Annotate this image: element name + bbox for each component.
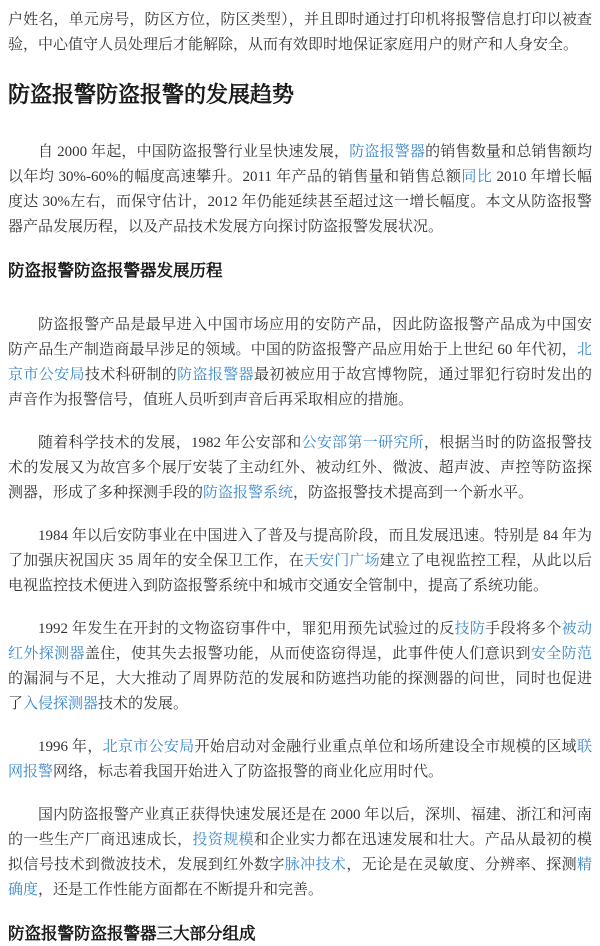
text-run: 防盗报警产品是最早进入中国市场应用的安防产品，因此防盗报警产品成为中国安防产品生产制造商最早涉足的领域。中国的防盗报警产品应用始于上世纪 60 年代初， [8,317,592,358]
text-run: 1984 年以后安防事业在中国进入了普及与提高阶段，而且发展迅速。特别是 84 年为了加强庆祝国庆 35 周年的安全保卫工作，在 [8,528,592,569]
inline-link[interactable]: 精确度 [8,857,592,898]
paragraph [8,524,592,599]
section-heading [8,258,592,283]
text-run: 的销售数量和总销售额均以年均 30%-60%的幅度高速攀升。2011 年产品的销售量和销售总额 [8,144,592,185]
text-run: 户姓名，单元房号，防区方位，防区类型），并且即时通过打印机将报警信息打印以被查验，中心值守人员处理后才能解除，从而有效即时地保证家庭用户的财产和人身安全。 [8,12,592,53]
paragraph [8,313,592,413]
text-run: ，还是工作性能方面都在不断提升和完善。 [38,882,324,898]
text-run: ，根据当时的防盗报警技术的发展又为故宫多个展厅安装了主动红外、被动红外、微波、超声波、声控等防盗探测器，形成了多种探测手段的 [8,435,592,501]
text-run: 盖住，使其失去报警功能，从而使盗窃得逞，此事件使人们意识到 [84,646,531,662]
text-run: 最初被应用于故宫博物院，通过罪犯行窃时发出的声音作为报警信号，值班人员听到声音后再采取相应的措施。 [8,367,592,408]
text-run: 的漏洞与不足，大大推动了周界防范的发展和防遮挡功能的探测器的问世，同时也促进了 [8,671,592,712]
text-run: 1992 年发生在开封的文物盗窃事件中，罪犯用预先试验过的反 [38,621,455,637]
text-run: ，防盗报警技术提高到一个新水平。 [293,485,534,501]
text-run: 建立了电视监控工程，从此以后电视监控技术便进入到防盗报警系统中和城市交通安全管制中，提高了系统功能。 [8,553,592,594]
text-run: 随着科学技术的发展，1982 年公安部和 [38,435,302,451]
inline-link[interactable]: 联网报警 [8,739,592,780]
inline-link[interactable]: 北京市公安局 [102,739,195,755]
text-run: 网络，标志着我国开始进入了防盗报警的商业化应用时代。 [53,764,444,780]
inline-link[interactable]: 入侵探测器 [23,696,99,712]
text-run: 技术科研制的 [84,367,178,383]
paragraph [8,803,592,903]
text-run: 2010 年增长幅度达 30%左右，而保守估计，2012 年仍能延续甚至超过这一增长幅度。本文从防盗报警器产品发展历程，以及产品技术发展方向探讨防盗报警发展状况。 [8,169,592,235]
inline-link[interactable]: 被动红外探测器 [8,621,592,662]
text-run: 技术的发展。 [98,696,189,712]
text-run: 和企业实力都在迅速发展和壮大。产品从最初的模拟信号技术到微波技术，发展到红外数字 [8,832,592,873]
inline-link[interactable]: 防盗报警系统 [203,485,294,501]
text-run: 手段将多个 [485,621,562,637]
article-body [8,8,592,946]
text-run: 防盗报警防盗报警器发展历程 [8,261,223,280]
text-run: 防盗报警防盗报警器三大部分组成 [8,924,256,943]
text-run: ，无论是在灵敏度、分辨率、探测 [346,857,577,873]
inline-link[interactable]: 防盗报警器 [177,367,255,383]
page-title [8,80,592,110]
inline-link[interactable]: 公安部第一研究所 [301,435,424,451]
text-run: 自 2000 年起，中国防盗报警行业呈快速发展， [38,144,350,160]
inline-link[interactable]: 防盗报警器 [349,144,426,160]
inline-link[interactable]: 安全防范 [530,646,592,662]
inline-link[interactable]: 技防 [454,621,486,637]
text-run: 开始启动对金融行业重点单位和场所建设全市规模的区域 [194,739,577,755]
text-run: 国内防盗报警产业真正获得快速发展还是在 2000 年以后，深圳、福建、浙江和河南的一些生产厂商迅速成长， [8,807,592,848]
section-heading [8,921,592,946]
text-run: 1996 年， [38,739,103,755]
inline-link[interactable]: 同比 [461,169,493,185]
paragraph [8,431,592,506]
text-run: 防盗报警防盗报警的发展趋势 [8,82,295,107]
inline-link[interactable]: 北京市公安局 [8,342,592,383]
inline-link[interactable]: 天安门广场 [303,553,380,569]
paragraph [8,617,592,717]
paragraph [8,140,592,240]
paragraph [8,8,592,58]
paragraph [8,735,592,785]
inline-link[interactable]: 投资规模 [192,832,255,848]
inline-link[interactable]: 脉冲技术 [284,857,347,873]
